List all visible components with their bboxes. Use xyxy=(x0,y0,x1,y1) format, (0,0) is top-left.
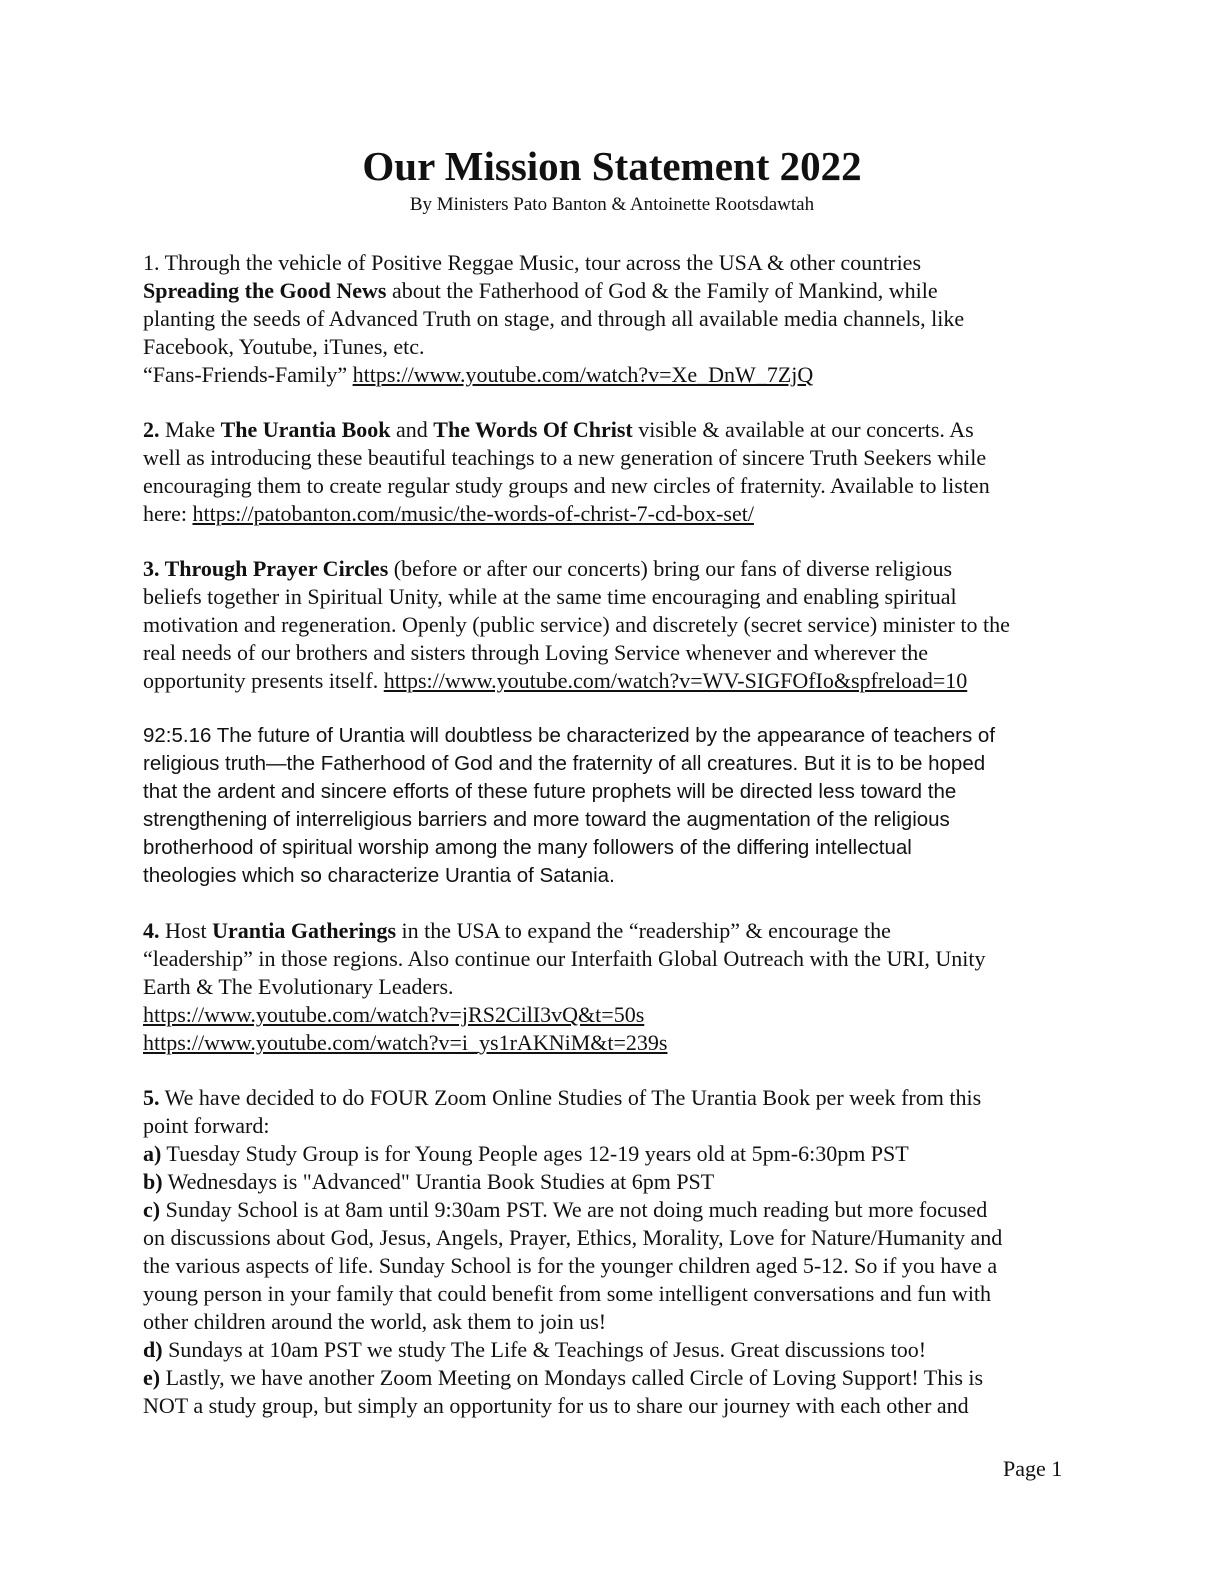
words-of-christ-link[interactable]: https://patobanton.com/music/the-words-of-christ-7-cd-box-set/ xyxy=(192,501,754,526)
section-4-line: “leadership” in those regions. Also continue our Interfaith Global Outreach with the URI, Unity xyxy=(143,946,986,971)
gathering-video-link-2[interactable]: https://www.youtube.com/watch?v=i_ys1rAKNiM&t=239s xyxy=(143,1030,668,1055)
document-body xyxy=(143,249,1083,1447)
section-1-bold: Spreading the Good News xyxy=(143,278,387,303)
byline: By Ministers Pato Banton & Antoinette Rootsdawtah xyxy=(409,194,815,215)
section-1-line: 1. Through the vehicle of Positive Reggae Music, tour across the USA & other countries xyxy=(143,250,922,275)
study-item-c-line: young person in your family that could benefit from some intelligent conversations and fun with xyxy=(143,1281,992,1306)
section-1-line: “Fans-Friends-Family” https://www.youtube.com/watch?v=Xe_DnW_7ZjQ xyxy=(143,362,814,387)
study-item-c: c) Sunday School is at 8am until 9:30am PST. We are not doing much reading but more focused xyxy=(143,1197,988,1222)
page-number: Page 1 xyxy=(1003,1456,1063,1481)
section-4-line xyxy=(143,1029,1083,1057)
section-4 xyxy=(143,917,1083,1057)
section-2 xyxy=(143,416,1083,528)
section-1 xyxy=(143,249,1083,389)
study-item-a: a) Tuesday Study Group is for Young People ages 12-19 years old at 5pm-6:30pm PST xyxy=(143,1141,909,1166)
section-1-line: Spreading the Good News about the Fatherhood of God & the Family of Mankind, while xyxy=(143,278,938,303)
study-item-e: e) Lastly, we have another Zoom Meeting on Mondays called Circle of Loving Support! This is xyxy=(143,1365,984,1390)
quote-line: brotherhood of spiritual worship among the many followers of the differing intellectual xyxy=(143,836,912,859)
study-item-c-line: other children around the world, ask them to join us! xyxy=(143,1309,607,1334)
prayer-circles-link[interactable]: https://www.youtube.com/watch?v=WV-SIGFOfIo&spfreload=10 xyxy=(383,668,968,693)
section-3-line: opportunity presents itself. https://www.youtube.com/watch?v=WV-SIGFOfIo&spfreload=10 xyxy=(143,668,968,693)
urantia-quote xyxy=(143,722,1083,890)
study-item-e-line: NOT a study group, but simply an opportunity for us to share our journey with each other and xyxy=(143,1393,969,1418)
section-2-line: encouraging them to create regular study groups and new circles of fraternity. Available to listen xyxy=(143,473,990,498)
section-5-line: point forward: xyxy=(143,1113,270,1138)
section-3-line: real needs of our brothers and sisters through Loving Service whenever and wherever the xyxy=(143,640,929,665)
section-3-line: motivation and regeneration. Openly (public service) and discretely (secret service) minister to the xyxy=(143,612,1010,637)
quote-line: 92:5.16 The future of Urantia will doubtless be characterized by the appearance of teachers of xyxy=(143,724,996,747)
section-3-line: beliefs together in Spiritual Unity, while at the same time encouraging and enabling spiritual xyxy=(143,584,957,609)
section-5 xyxy=(143,1084,1083,1420)
gathering-video-link-1[interactable]: https://www.youtube.com/watch?v=jRS2CilI3vQ&t=50s xyxy=(143,1002,645,1027)
section-2-line: well as introducing these beautiful teachings to a new generation of sincere Truth Seekers while xyxy=(143,445,987,470)
section-2-line: here: https://patobanton.com/music/the-words-of-christ-7-cd-box-set/ xyxy=(143,501,754,526)
study-item-c-line: on discussions about God, Jesus, Angels, Prayer, Ethics, Morality, Love for Nature/Humanity and xyxy=(143,1225,1003,1250)
section-4-line: 4. Host Urantia Gatherings in the USA to expand the “readership” & encourage the xyxy=(143,918,891,943)
section-4-line xyxy=(143,1001,1083,1029)
section-1-line: Facebook, Youtube, iTunes, etc. xyxy=(143,334,425,359)
section-5-line: 5. We have decided to do FOUR Zoom Online Studies of The Urantia Book per week from this xyxy=(143,1085,982,1110)
section-2-line: 2. Make The Urantia Book and The Words Of Christ visible & available at our concerts. As xyxy=(143,417,974,442)
study-item-b: b) Wednesdays is "Advanced" Urantia Book Studies at 6pm PST xyxy=(143,1169,715,1194)
fans-friends-family-link[interactable]: https://www.youtube.com/watch?v=Xe_DnW_7ZjQ xyxy=(352,362,814,387)
study-item-c-line: the various aspects of life. Sunday School is for the younger children aged 5-12. So if you have a xyxy=(143,1253,998,1278)
section-3 xyxy=(143,555,1083,695)
section-4-line: Earth & The Evolutionary Leaders. xyxy=(143,974,454,999)
page-title: Our Mission Statement 2022 xyxy=(362,143,862,189)
quote-line: religious truth—the Fatherhood of God and the fraternity of all creatures. But it is to be hoped xyxy=(143,752,986,775)
section-3-line: 3. Through Prayer Circles (before or after our concerts) bring our fans of diverse religious xyxy=(143,556,953,581)
quote-line: strengthening of interreligious barriers and more toward the augmentation of the religious xyxy=(143,808,950,831)
section-1-line: planting the seeds of Advanced Truth on stage, and through all available media channels, like xyxy=(143,306,965,331)
quote-line: theologies which so characterize Urantia of Satania. xyxy=(143,864,615,887)
study-item-d: d) Sundays at 10am PST we study The Life & Teachings of Jesus. Great discussions too! xyxy=(143,1337,927,1362)
quote-line: that the ardent and sincere efforts of these future prophets will be directed less toward the xyxy=(143,780,957,803)
